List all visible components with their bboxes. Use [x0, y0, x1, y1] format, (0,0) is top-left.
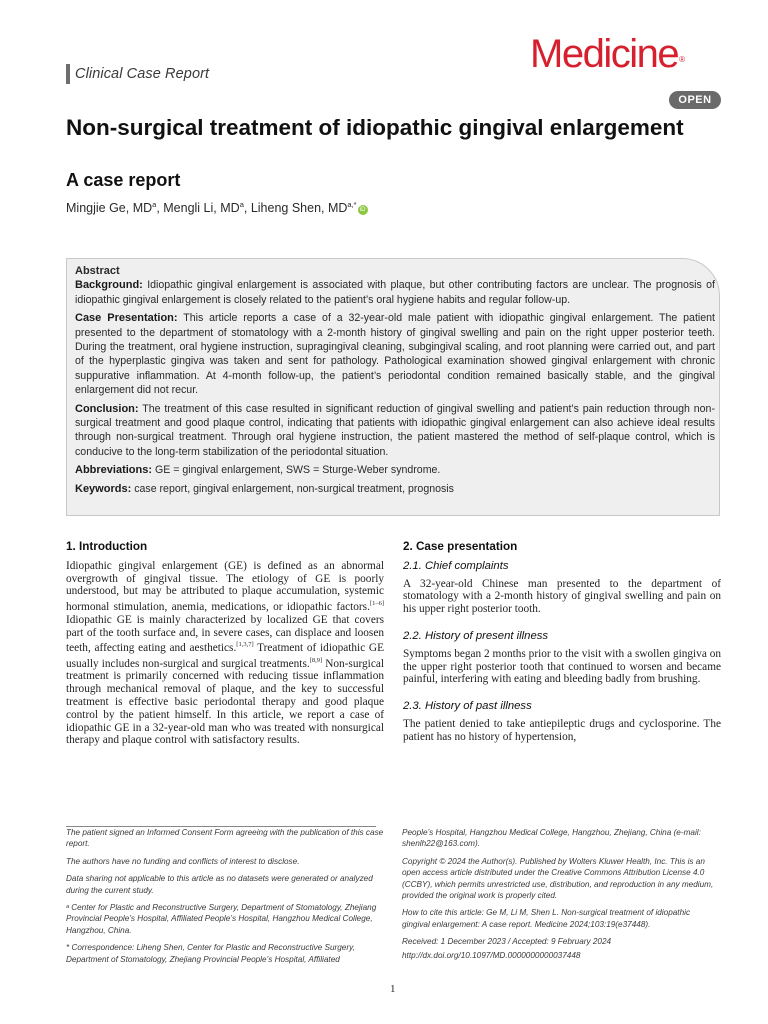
footnote-funding: The authors have no funding and conflicts of interest to disclose. — [66, 856, 300, 866]
keywords-label: Keywords: — [75, 482, 132, 495]
footnote-affiliation: ᵃ Center for Plastic and Reconstructive Surgery, Department of Stomatology, Zhejiang Provincial People’s Hospital, Affiliated People’s Hospital, Hangzhou Medical College, Hangzhou, China. — [66, 903, 377, 935]
abbreviations-label: Abbreviations: — [75, 464, 153, 477]
citation-link[interactable]: [8,9] — [309, 656, 323, 664]
right-column — [403, 541, 721, 744]
journal-name: Medicine — [530, 32, 679, 76]
author-affiliation-mark: a,* — [347, 200, 357, 209]
section-heading-case-presentation: 2. Case presentation — [403, 540, 518, 553]
abstract-heading: Abstract — [75, 265, 120, 277]
author-name[interactable]: Mengli Li, MD — [163, 201, 240, 216]
abstract-keywords — [75, 482, 715, 496]
author-affiliation-mark: a — [152, 200, 157, 209]
author-name[interactable]: Mingjie Ge, MD — [66, 201, 153, 216]
abbreviations-text: GE = gingival enlargement, SWS = Sturge-Weber syndrome. — [154, 464, 441, 477]
intro-text: Idiopathic gingival enlargement (GE) is defined as an abnormal overgrowth of gingival tissue. The etiology of GE is poorly understood, but may be attributed to plaque accumulation, systemic hormonal stimulation, anemia, medications, or idiopathic factors. — [66, 559, 384, 613]
abstract — [75, 264, 715, 500]
orcid-icon[interactable]: iD — [358, 205, 368, 215]
registered-mark: ® — [679, 55, 685, 64]
abstract-background — [75, 278, 715, 307]
journal-logo[interactable] — [530, 32, 684, 76]
footnote-copyright: Copyright © 2024 the Author(s). Published by Wolters Kluwer Health, Inc. This is an open access article distributed under the Creative Commons Attribution License 4.0 (CCBY), which permits unrestricted use, distribution, and reproduction in any medium, provided the original work is properly cited. — [402, 856, 714, 901]
subsection-heading-chief-complaints: 2.1. Chief complaints — [403, 559, 509, 572]
footnote-dates: Received: 1 December 2023 / Accepted: 9 February 2024 — [402, 937, 612, 947]
author-name[interactable]: Liheng Shen, MD — [250, 201, 348, 216]
footnotes-left — [66, 827, 384, 971]
abstract-case-label: Case Presentation: — [75, 312, 178, 325]
abstract-case-presentation — [75, 311, 715, 397]
abstract-conclusion — [75, 402, 715, 460]
left-column — [66, 541, 384, 747]
section-heading-introduction: 1. Introduction — [66, 540, 148, 553]
open-access-badge: OPEN — [669, 91, 721, 109]
abstract-background-text: Idiopathic gingival enlargement is associated with plaque, but other contributing factors are unclear. The prognosis of idiopathic gingival enlargement is closely related to the patient’s oral hygiene habits and regular follow-up. — [75, 279, 715, 306]
footnote-correspondence: * Correspondence: Liheng Shen, Center for Plastic and Reconstructive Surgery, Department of Stomatology, Zhejiang Provincial People’s Hospital, Affiliated — [66, 943, 355, 964]
past-illness-text: The patient denied to take antiepileptic drugs and cyclosporine. The patient has no history of hypertension, — [403, 717, 721, 743]
footnote-data-sharing: Data sharing not applicable to this article as no datasets were generated or analyzed during the current study. — [66, 874, 373, 895]
doi-link[interactable]: http://dx.doi.org/10.1097/MD.0000000000037448 — [402, 950, 581, 960]
author-list: Mingjie Ge, $MD^a$, Mengli Li, $MD^a$, Liheng Shen, $MD^{a,*}iD$ — [66, 200, 368, 215]
subsection-heading-past-illness: 2.3. History of past illness — [403, 700, 532, 713]
page-number: 1 — [390, 983, 396, 995]
citation-link[interactable]: [1,3,7] — [236, 641, 254, 649]
article-title: Non-surgical treatment of idiopathic gingival enlargement — [66, 115, 684, 140]
subsection-heading-present-illness: 2.2. History of present illness — [403, 629, 549, 642]
footnotes-right — [402, 827, 720, 967]
chief-complaints-text: A 32-year-old Chinese man presented to the department of stomatology with a 2-month history of gingival swelling and pain on his upper right posterior tooth. — [403, 577, 721, 616]
intro-text: Treatment of idiopathic GE usually includes non-surgical and surgical treatments. — [66, 642, 384, 670]
footnote-correspondence-continued[interactable]: People’s Hospital, Hangzhou Medical College, Hangzhou, Zhejiang, China (e-mail: shenlh22@163.com). — [402, 828, 701, 849]
abstract-abbreviations — [75, 463, 715, 477]
abstract-conclusion-label: Conclusion: — [75, 402, 139, 415]
intro-text: Idiopathic GE is mainly characterized by localized GE that covers part of the tooth surface and, in severe cases, can displace and loosen teeth, affecting eating and aesthetics. — [66, 613, 384, 655]
section-label: Clinical Case Report — [75, 66, 210, 82]
citation-link[interactable]: [1–6] — [369, 600, 384, 608]
intro-text: Non-surgical treatment is primarily concerned with reducing tissue inflammation through mechanical removal of plaque, and the key to successful treatment is effective basic periodontal therapy and good plaque control by the patient himself. In this article, we report a case of idiopathic GE in a 32-year-old man who was treated with nonsurgical therapy and plaque control with satisfactory results. — [66, 657, 384, 747]
author-affiliation-mark: a — [239, 200, 244, 209]
abstract-background-label: Background: — [75, 279, 143, 292]
article-subtitle: A case report — [66, 170, 181, 190]
keywords-text: case report, gingival enlargement, non-surgical treatment, prognosis — [134, 482, 454, 495]
section-label-bar — [66, 64, 70, 84]
footnote-citation: How to cite this article: Ge M, Li M, Shen L. Non-surgical treatment of idiopathic gingival enlargement: A case report. Medicine 2024;103:19(e37448). — [402, 908, 691, 929]
abstract-conclusion-text: The treatment of this case resulted in significant reduction of gingival swelling and patient’s pain reduction through non-surgical treatment and good plaque control, indicating that patients with idiopathic gingival enlargement can also achieve ideal results through non-surgical treatment. Through oral hygiene instruction, the patient mastered the method of self-plaque control, which is conducive to the long-term stabilization of the periodontal situation. — [75, 402, 715, 458]
introduction-paragraph — [66, 560, 384, 747]
footnote-consent: The patient signed an Informed Consent Form agreeing with the publication of this case report. — [66, 828, 384, 849]
abstract-case-text: This article reports a case of a 32-year-old male patient with idiopathic gingival enlargement. The patient presented to the department of stomatology with a 2-month history of gingival swelling and pain on the right upper posterior teeth. During the treatment, oral hygiene instruction, supragingival cleaning, subgingival scaling, and root planning were carried out, and part of the hyperplastic gingiva was taken and sent for pathology. Pathological examination showed gingival enlargement with chronic suppurative inflammation. At 4-month follow-up, the patient’s periodontal condition remained basically stable, and the gingival enlargement did not recur. — [75, 312, 715, 397]
present-illness-text: Symptoms began 2 months prior to the visit with a swollen gingiva on the upper right posterior tooth that continued to worsen and became painful, interfering with eating and bleeding badly from brushing. — [403, 647, 721, 686]
